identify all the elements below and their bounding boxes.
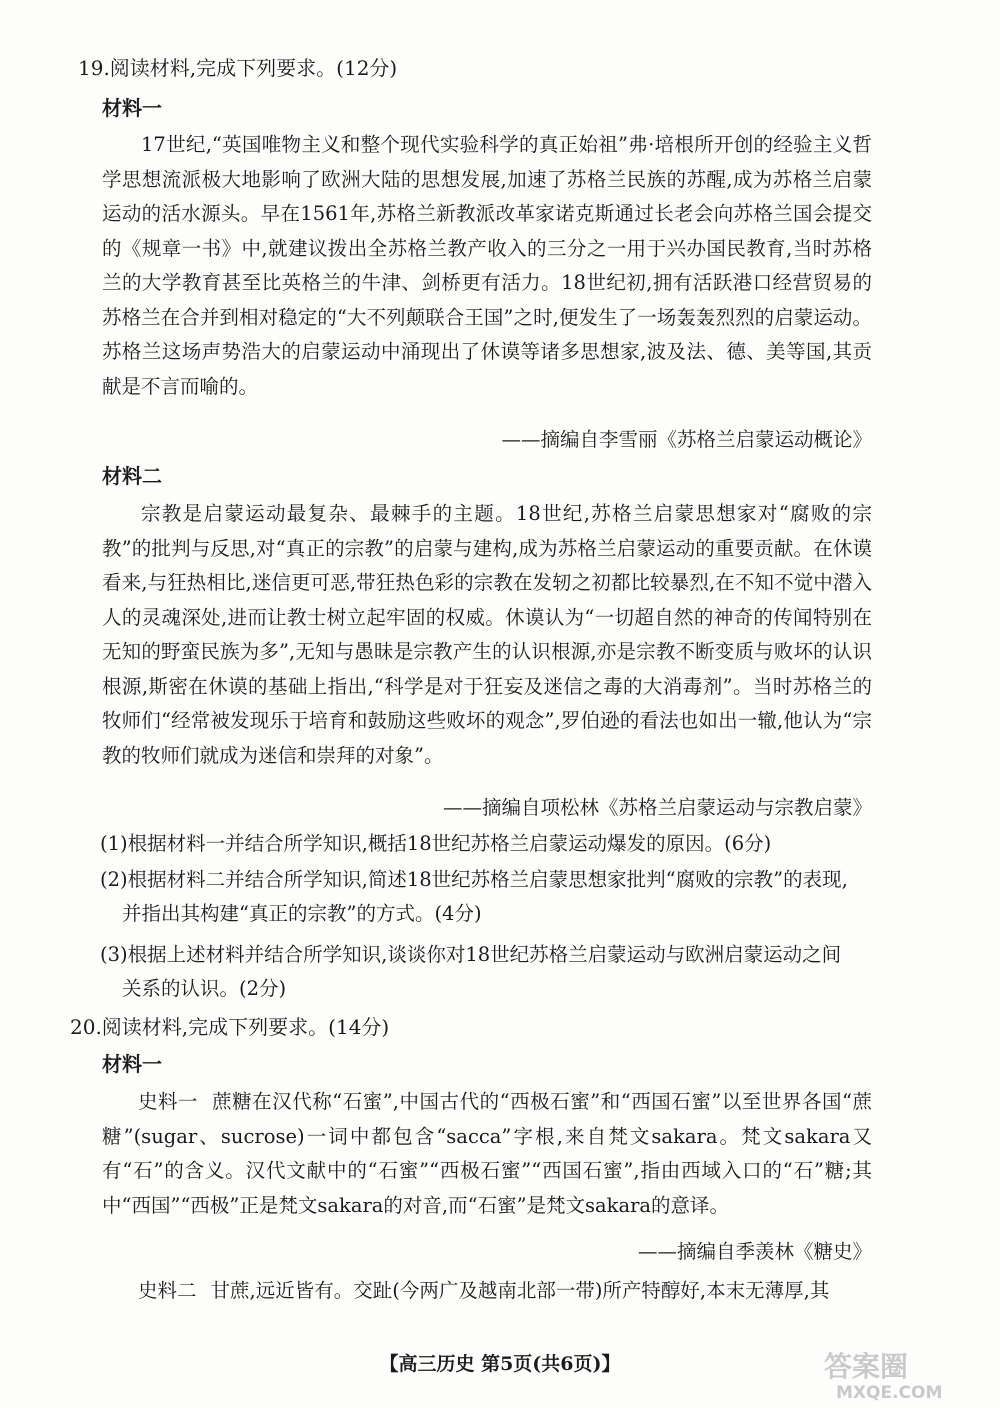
q20-material-1-source: ——摘编自季羡林《糖史》 (637, 1240, 872, 1263)
q19-sub-question-2 (100, 863, 872, 931)
q20-historical-source-2 (102, 1274, 872, 1309)
sub-question-continuation: 并指出其构建“真正的宗教”的方式。(4分) (122, 902, 482, 925)
q19-material-2-source: ——摘编自项松林《苏格兰启蒙运动与宗教启蒙》 (442, 796, 872, 819)
q19-material-2-text: 宗教是启蒙运动最复杂、最棘手的主题。18世纪,苏格兰启蒙思想家对“腐败的宗教”的批判与反思,对“真正的宗教”的启蒙与建构,成为苏格兰启蒙运动的重要贡献。在休谟看来,与狂热相比,迷信更可恶,带狂热色彩的宗教在发轫之初都比较暴烈,在不知不觉中潜入人的灵魂深处,进而让教士树立起牢固的权威。休谟认为“一切超自然的神奇的传闻特别在无知的野蛮民族为多”,无知与愚昧是宗教产生的认识根源,亦是宗教不断变质与败坏的认识根源,斯密在休谟的基础上指出,“科学是对于狂妄及迷信之毒的大消毒剂”。当时苏格兰的牧师们“经常被发现乐于培育和鼓励这些败坏的观念”,罗伯逊的看法也如出一辙,他认为“宗教的牧师们就成为迷信和崇拜的对象”。 (102, 502, 872, 767)
watermark-line-1: 答案圈 (824, 1350, 909, 1383)
q20-historical-source-1 (102, 1085, 872, 1223)
sub-question-text: (2)根据材料二并结合所学知识,简述18世纪苏格兰启蒙思想家批判“腐败的宗教”的表现, (100, 868, 848, 891)
watermark-logo (816, 1346, 986, 1402)
q19-material-1-text: 17世纪,“英国唯物主义和整个现代实验科学的真正始祖”弗·培根所开创的经验主义哲学思想流派极大地影响了欧洲大陆的思想发展,加速了苏格兰民族的苏醒,成为苏格兰启蒙运动的活水源头。早在1561年,苏格兰新教派改革家诺克斯通过长老会向苏格兰国会提交的《规章一书》中,就建议拨出全苏格兰教产收入的三分之一用于兴办国民教育,当时苏格兰的大学教育甚至比英格兰的牛津、剑桥更有活力。18世纪初,拥有活跃港口经营贸易的苏格兰在合并到相对稳定的“大不列颠联合王国”之时,便发生了一场轰轰烈烈的启蒙运动。苏格兰这场声势浩大的启蒙运动中涌现出了休谟等诸多思想家,波及法、德、美等国,其贡献是不言而喻的。 (102, 133, 872, 398)
watermark-line-2: MXQE.COM (836, 1383, 943, 1402)
q19-material-1-source: ——摘编自李雪丽《苏格兰启蒙运动概论》 (501, 428, 872, 451)
sub-question-text: (3)根据上述材料并结合所学知识,谈谈你对18世纪苏格兰启蒙运动与欧洲启蒙运动之间 (100, 943, 842, 966)
question-19-title: 19.阅读材料,完成下列要求。(12分) (78, 56, 398, 80)
q19-sub-question-3 (100, 938, 872, 1006)
q19-material-2-heading: 材料二 (102, 464, 162, 488)
q19-sub-question-1 (100, 827, 872, 861)
question-20-title: 20.阅读材料,完成下列要求。(14分) (70, 1015, 390, 1039)
source-text: 蔗糖在汉代称“石蜜”,中国古代的“西极石蜜”和“西国石蜜”以至世界各国“蔗糖”(sugar、sucrose)一词中都包含“sacca”字根,来自梵文sakara。梵文sakara又有“石”的含义。汉代文献中的“石蜜”“西极石蜜”“西国石蜜”,指由西域入口的“石”糖;其中“西国”“西极”正是梵文sakara的对音,而“石蜜”是梵文sakara的意译。 (102, 1090, 872, 1217)
sub-question-text: (1)根据材料一并结合所学知识,概括18世纪苏格兰启蒙运动爆发的原因。(6分) (100, 832, 772, 855)
page-footer: 【高三历史 第5页(共6页)】 (379, 1353, 621, 1375)
source-label: 史料一 (138, 1090, 199, 1113)
q19-material-1-heading: 材料一 (102, 96, 162, 120)
sub-question-continuation: 关系的认识。(2分) (122, 977, 287, 1000)
q20-material-1-heading: 材料一 (102, 1052, 162, 1076)
source-text: 甘蔗,远近皆有。交趾(今两广及越南北部一带)所产特醇好,本末无薄厚,其 (210, 1279, 830, 1302)
source-label: 史料二 (138, 1279, 197, 1302)
